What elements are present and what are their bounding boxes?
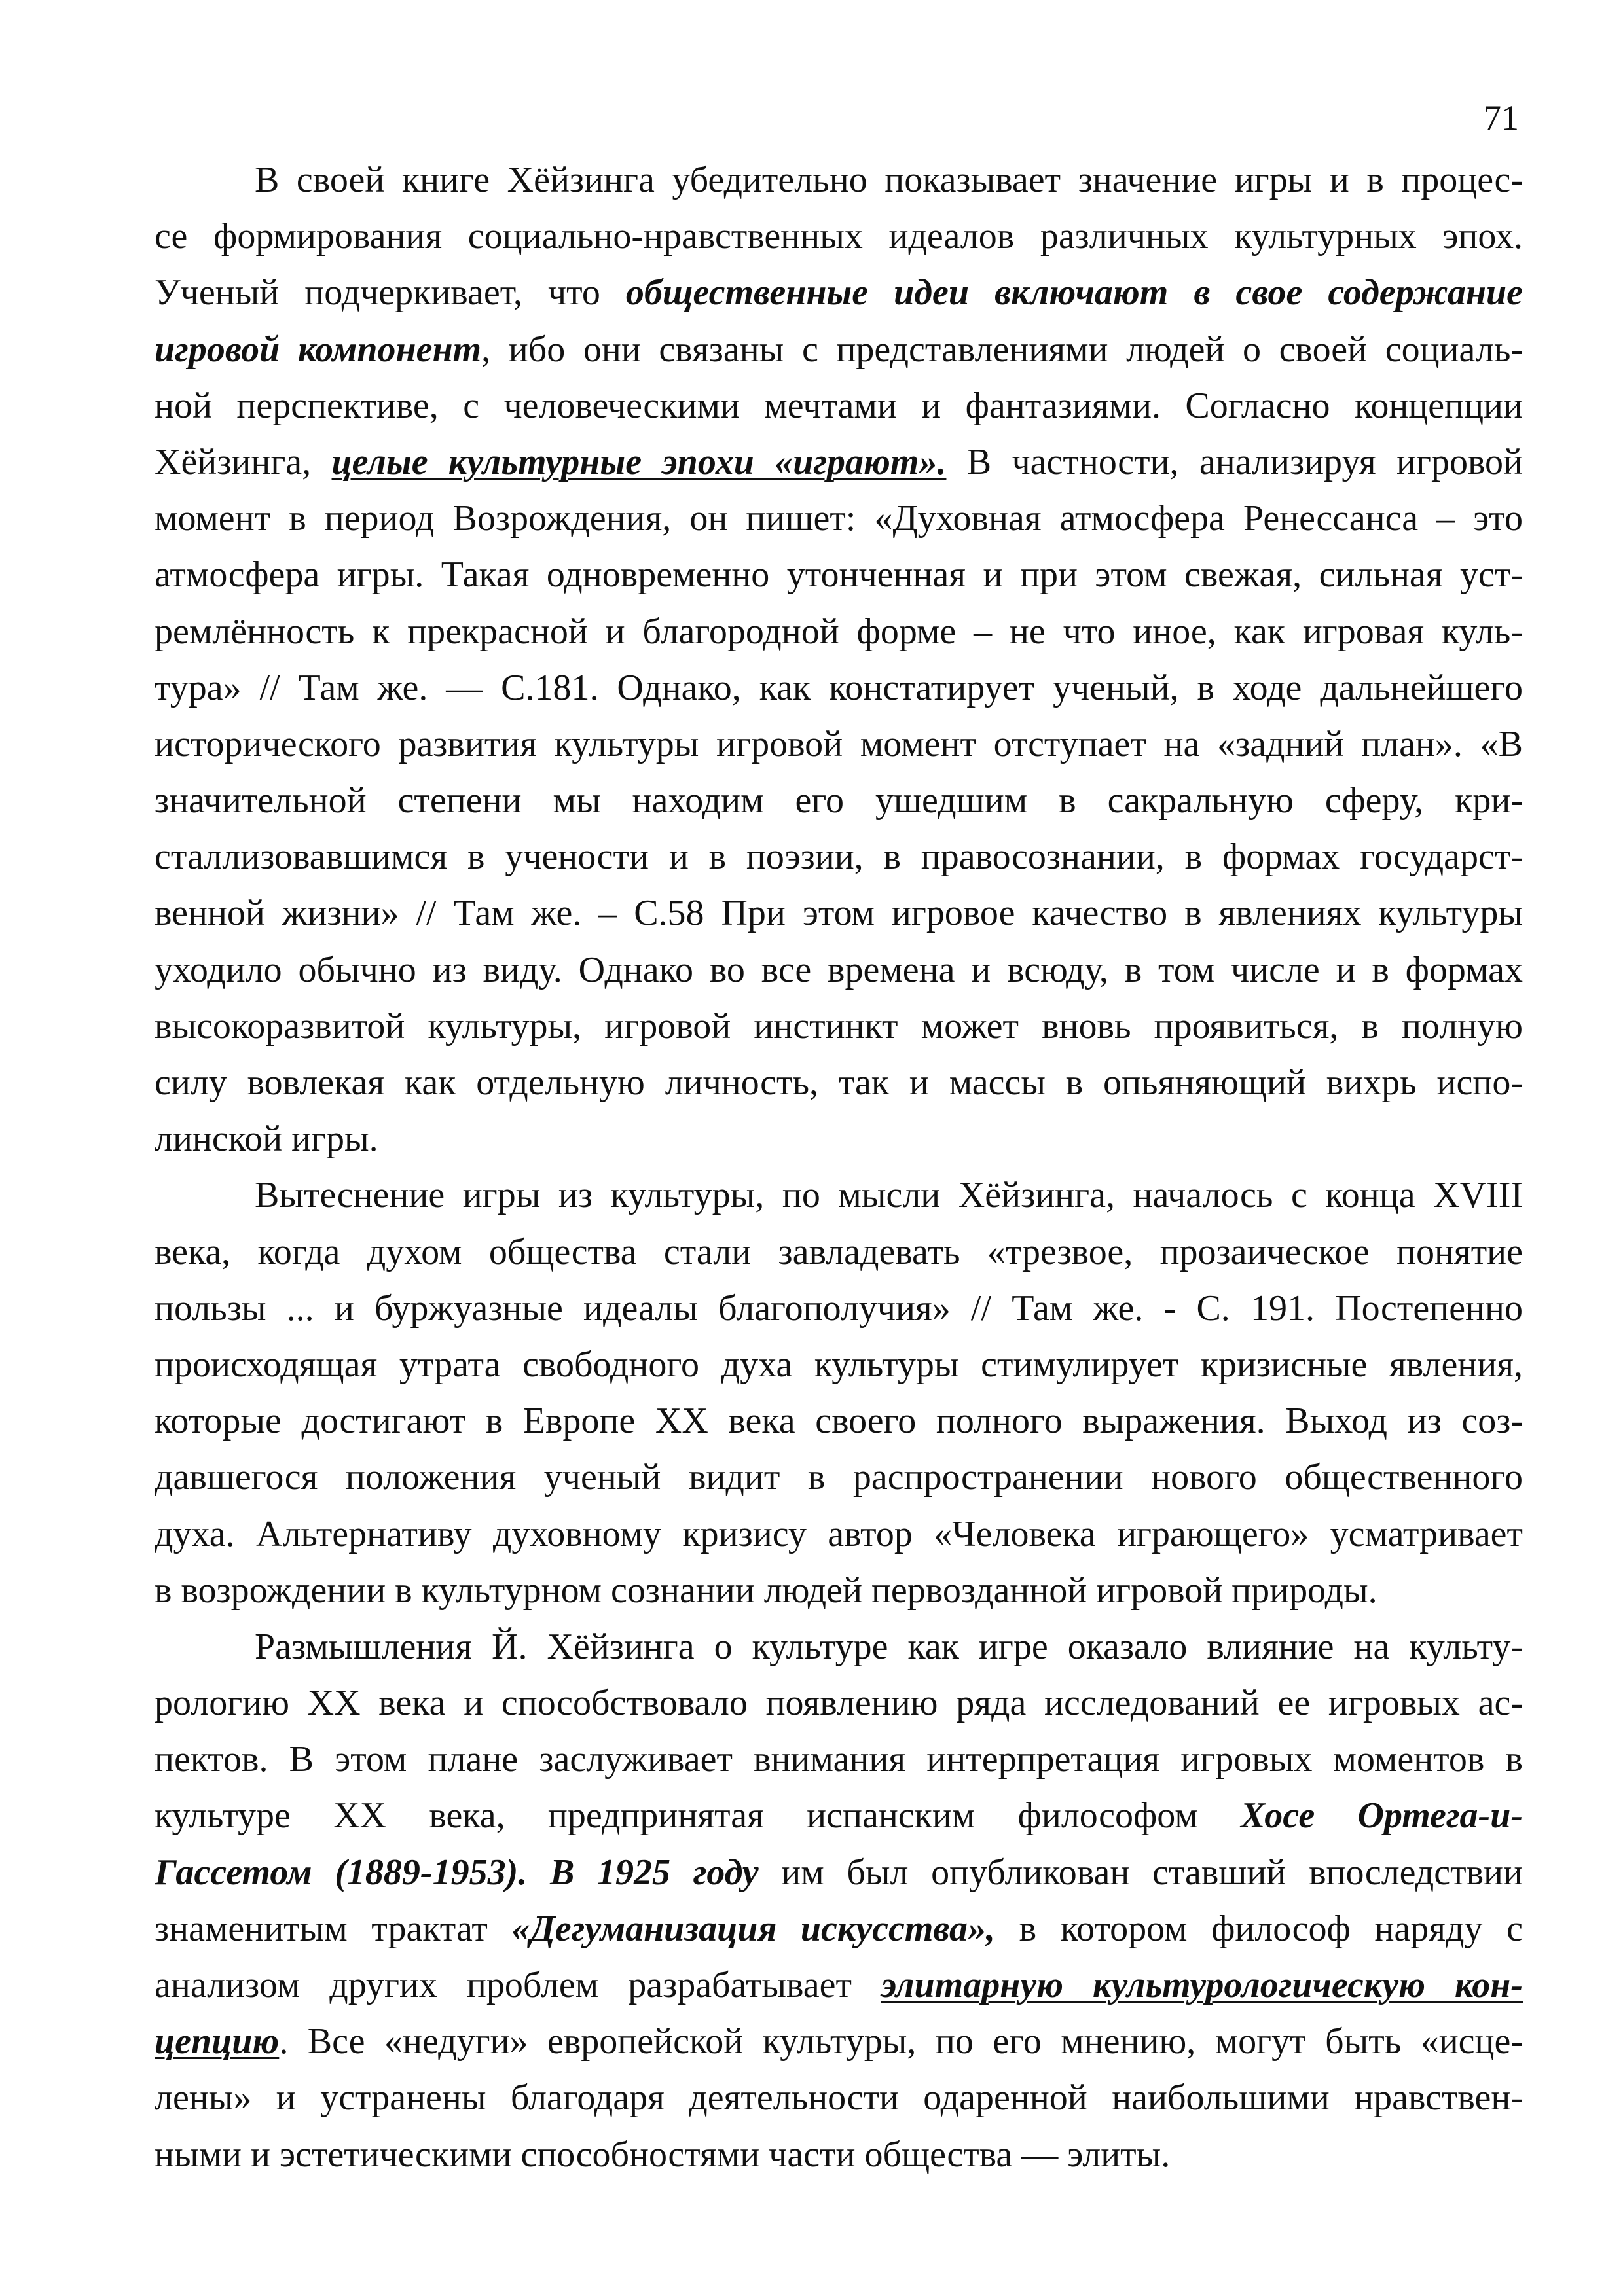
text-line (155, 1111, 1523, 1167)
text-line (155, 2126, 1523, 2183)
text-line (155, 434, 1523, 490)
text-run: которые достигают в Европе XX века своего полного выражения. Выход из соз- (155, 1401, 1523, 1442)
text-run: анализом других проблем разрабатывает (155, 1965, 881, 2005)
text-line (155, 1619, 1523, 1675)
emphasized-text: «Дегуманизация искусства», (511, 1908, 996, 1949)
text-line (155, 829, 1523, 885)
text-line (155, 1393, 1523, 1449)
emphasized-text: цепцию (155, 2021, 280, 2062)
text-run: , ибо они связаны с представлениями людей о своей социаль- (481, 329, 1523, 370)
text-run: исторического развития культуры игровой момент отступает на «задний план». «В (155, 723, 1523, 764)
text-run: значительной степени мы находим его ушедшим в сакральную сферу, кри- (155, 780, 1523, 821)
text-run: ной перспективе, с человеческими мечтами и фантазиями. Согласно концепции (155, 385, 1523, 426)
emphasized-text: целые культурные эпохи «играют». (331, 441, 947, 482)
text-run: давшегося положения ученый видит в распространении нового общественного (155, 1457, 1523, 1498)
text-line (155, 1957, 1523, 2013)
text-run: В частности, анализируя игровой (946, 441, 1523, 482)
text-line (155, 490, 1523, 547)
text-line (155, 1506, 1523, 1562)
text-line (155, 1449, 1523, 1505)
text-run: культуре XX века, предпринятая испанским философом (155, 1795, 1241, 1837)
text-run: пользы ... и буржуазные идеалы благополучия» // Там же. - С. 191. Постепенно (155, 1287, 1523, 1329)
emphasized-text: элитарную культурологическую кон- (881, 1965, 1523, 2005)
text-run: Ученый подчеркивает, что (155, 272, 626, 314)
text-run: момент в период Возрождения, он пишет: «Духовная атмосфера Ренессанса – это (155, 498, 1523, 539)
text-run: Хёйзинга, (155, 441, 332, 482)
text-line (155, 1562, 1523, 1619)
text-line (155, 603, 1523, 660)
text-line (155, 942, 1523, 998)
paragraph (155, 152, 1523, 1167)
text-line (155, 1844, 1523, 1901)
body-text (155, 152, 1523, 2183)
text-run: в котором философ наряду с (995, 1908, 1523, 1949)
text-run: се формирования социально-нравственных идеалов различных культурных эпох. (155, 216, 1523, 257)
text-run: венной жизни» // Там же. – С.58 При этом игровое качество в явлениях культуры (155, 893, 1523, 934)
text-line (155, 2070, 1523, 2126)
text-run: лены» и устранены благодаря деятельности одаренной наибольшими нравствен- (155, 2077, 1523, 2119)
text-line (155, 998, 1523, 1054)
text-line (155, 208, 1523, 264)
text-line (155, 1901, 1523, 1957)
emphasized-text: Хосе Ортега-и- (1241, 1795, 1523, 1837)
text-run: пектов. В этом плане заслуживает внимания интерпретация игровых моментов в (155, 1739, 1523, 1780)
text-line (155, 885, 1523, 941)
text-line (155, 1167, 1523, 1223)
text-run: линской игры. (155, 1119, 378, 1160)
text-line (155, 378, 1523, 434)
text-run: духа. Альтернативу духовному кризису автор «Человека играющего» усматривает (155, 1513, 1523, 1554)
text-run: ными и эстетическими способностями части общества — элиты. (155, 2134, 1171, 2175)
text-run: им был опубликован ставший впоследствии (758, 1852, 1523, 1893)
text-run: В своей книге Хёйзинга убедительно показывает значение игры и в процес- (255, 160, 1523, 200)
text-run: в возрождении в культурном сознании людей первозданной игровой природы. (155, 1570, 1377, 1611)
text-run: Вытеснение игры из культуры, по мысли Хёйзинга, началось с конца XVIII (255, 1175, 1523, 1216)
text-run: . Все «недуги» европейской культуры, по его мнению, могут быть «исце- (279, 2021, 1523, 2062)
text-run: атмосфера игры. Такая одновременно утонченная и при этом свежая, сильная уст- (155, 554, 1523, 596)
text-run: рологию XX века и способствовало появлению ряда исследований ее игровых ас- (155, 1683, 1523, 1724)
text-line (155, 264, 1523, 321)
text-line (155, 1224, 1523, 1280)
emphasized-text: общественные идеи включают в свое содержание (625, 272, 1523, 314)
text-run: силу вовлекая как отдельную личность, так и массы в опьяняющий вихрь испо- (155, 1062, 1523, 1103)
text-run: Размышления Й. Хёйзинга о культуре как игре оказало влияние на культу- (255, 1626, 1523, 1667)
text-run: века, когда духом общества стали завладевать «трезвое, прозаическое понятие (155, 1231, 1523, 1272)
emphasized-text: Гассетом (1889-1953). В 1925 году (155, 1852, 759, 1893)
paragraph (155, 1167, 1523, 1619)
text-run: ремлённость к прекрасной и благородной форме – не что иное, как игровая куль- (155, 611, 1523, 652)
text-line (155, 2013, 1523, 2070)
text-run: происходящая утрата свободного духа культуры стимулирует кризисные явления, (155, 1344, 1523, 1385)
text-line (155, 152, 1523, 208)
text-line (155, 772, 1523, 829)
text-line (155, 660, 1523, 716)
page-number: 71 (1484, 98, 1519, 137)
text-run: уходило обычно из виду. Однако во все времена и всюду, в том числе и в формах (155, 949, 1523, 990)
text-run: высокоразвитой культуры, игровой инстинкт может вновь проявиться, в полную (155, 1005, 1523, 1047)
text-run: знаменитым трактат (155, 1908, 512, 1949)
text-line (155, 547, 1523, 603)
text-line (155, 716, 1523, 772)
text-line (155, 1054, 1523, 1111)
text-run: сталлизовавшимся в учености и в поэзии, в правосознании, в формах государст- (155, 836, 1523, 878)
paragraph (155, 1619, 1523, 2183)
emphasized-text: игровой компонент (155, 329, 482, 370)
text-line (155, 1675, 1523, 1731)
text-line (155, 1787, 1523, 1844)
text-run: тура» // Там же. — С.181. Однако, как констатирует ученый, в ходе дальнейшего (155, 667, 1523, 708)
text-line (155, 321, 1523, 378)
text-line (155, 1731, 1523, 1787)
text-line (155, 1336, 1523, 1393)
text-line (155, 1280, 1523, 1336)
